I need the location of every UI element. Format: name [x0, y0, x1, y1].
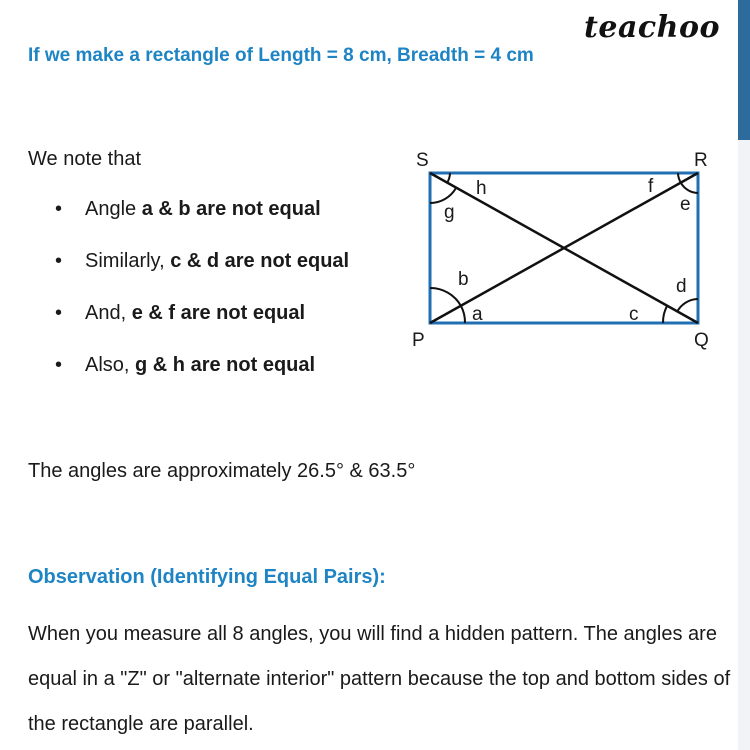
- bullet-icon: •: [55, 302, 63, 324]
- bullet-icon: •: [55, 250, 63, 272]
- bullet-bold-text: a & b are not equal: [141, 198, 321, 220]
- angle-label-c: c: [629, 304, 639, 325]
- angle-arc-g: [430, 188, 456, 203]
- angle-label-b: b: [458, 269, 469, 290]
- observation-paragraph: When you measure all 8 angles, you will find a hidden pattern. The angles are equal in a "Z" or "alternate interior" pattern because the top and bottom sides of the rectangle are parallel.: [28, 623, 731, 735]
- angle-arc-e: [681, 183, 698, 193]
- vertex-label-s: S: [416, 150, 429, 171]
- scrollbar-thumb[interactable]: [738, 0, 750, 140]
- angle-label-d: d: [676, 276, 687, 297]
- observation-title: Observation (Identifying Equal Pairs):: [28, 566, 386, 588]
- bullet-prefix: And,: [85, 302, 132, 324]
- list-item: [55, 354, 349, 406]
- angles-note: The angles are approximately 26.5° & 63.5°: [28, 460, 416, 482]
- rectangle-diagram: [400, 140, 730, 355]
- angle-arc-d: [677, 299, 698, 312]
- intro-text: We note that: [28, 148, 142, 170]
- bullet-icon: •: [55, 198, 63, 220]
- bullet-icon: •: [55, 354, 63, 376]
- scrollbar[interactable]: [738, 0, 750, 750]
- angle-label-g: g: [444, 202, 455, 223]
- observation-list: [55, 198, 349, 406]
- list-item: [55, 302, 349, 354]
- page-heading: If we make a rectangle of Length = 8 cm, Breadth = 4 cm: [28, 45, 534, 66]
- list-item: [55, 250, 349, 302]
- angle-arc-b: [430, 288, 461, 306]
- angle-label-f: f: [648, 176, 654, 197]
- angle-arc-a: [461, 306, 465, 323]
- angle-arc-c: [663, 306, 667, 323]
- list-item: [55, 198, 349, 250]
- teachoo-logo: teachoo: [584, 10, 720, 45]
- vertex-label-p: P: [412, 330, 425, 351]
- bullet-bold-text: c & d are not equal: [170, 250, 350, 272]
- vertex-label-r: R: [694, 150, 708, 171]
- bullet-prefix: Also,: [85, 354, 136, 376]
- vertex-label-q: Q: [694, 330, 709, 351]
- angle-label-a: a: [472, 304, 483, 325]
- bullet-bold-text: g & h are not equal: [135, 354, 316, 376]
- bullet-prefix: Angle: [85, 198, 142, 220]
- angle-label-h: h: [476, 178, 487, 199]
- bullet-bold-text: e & f are not equal: [131, 302, 306, 324]
- angle-label-e: e: [680, 194, 691, 215]
- bullet-prefix: Similarly,: [85, 250, 171, 272]
